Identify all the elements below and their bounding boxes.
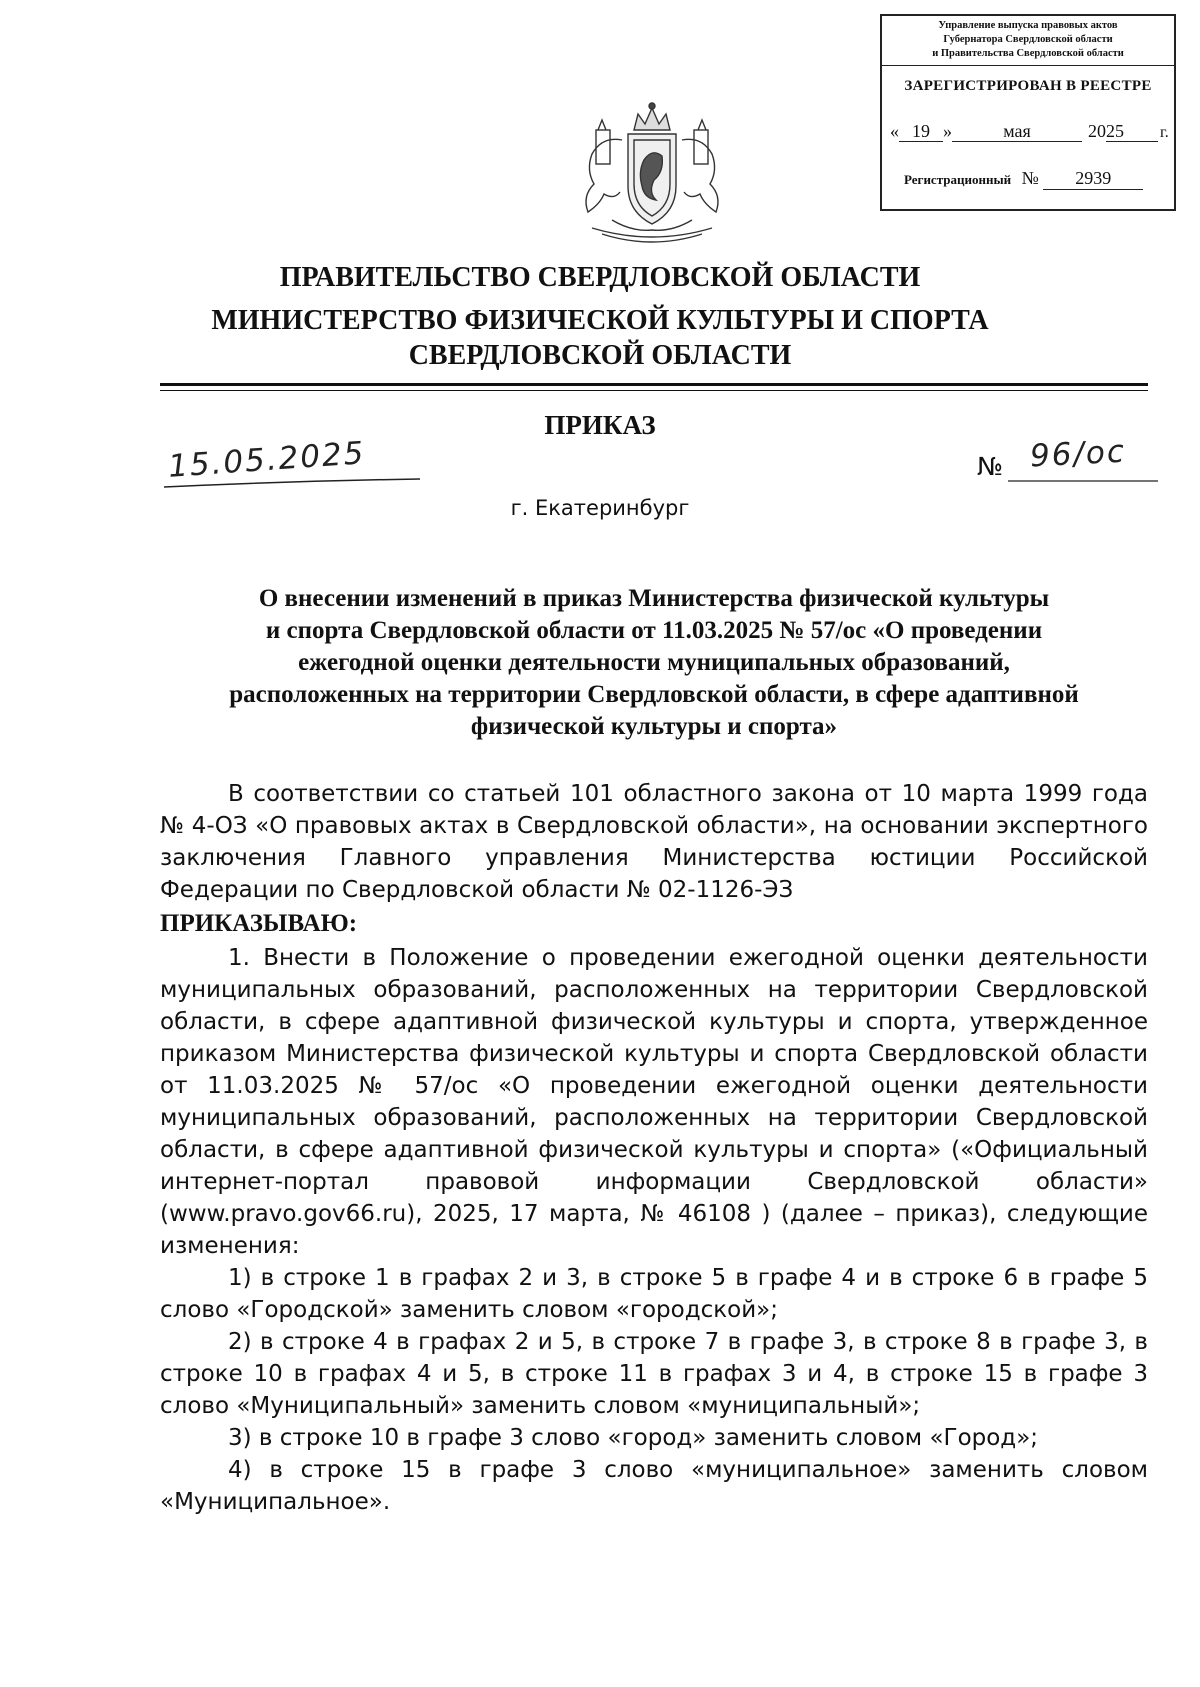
registration-number-sign: № bbox=[1021, 168, 1039, 188]
preamble-text: В соответствии со статьей 101 областного закона от 10 марта 1999 года № 4-ОЗ «О правовых актах в Свердловской области», на основании экспертного заключения Главного управления Министерства юстиции Российской Федерации по Свердловской области № 02-1126-ЭЗ bbox=[160, 781, 1148, 903]
registration-number-label: Регистрационный bbox=[904, 172, 1012, 187]
registration-date: « 19 » мая 2025 г. bbox=[890, 121, 1169, 141]
order-items bbox=[160, 942, 1148, 1518]
registration-day: 19 bbox=[899, 121, 943, 142]
handwritten-number: 96/ос bbox=[1029, 433, 1127, 475]
government-title: ПРАВИТЕЛЬСТВО СВЕРДЛОВСКОЙ ОБЛАСТИ bbox=[279, 262, 921, 293]
order-number-sign: № bbox=[977, 452, 1004, 481]
subject-line: ежегодной оценки деятельности муниципальных образований, bbox=[298, 649, 1010, 676]
header-rule-thin bbox=[160, 390, 1148, 391]
coat-of-arms-emblem bbox=[552, 100, 752, 250]
number-underline bbox=[1008, 478, 1158, 484]
order-subitem-3: 3) в строке 10 в графе 3 слово «город» заменить словом «Город»; bbox=[228, 1425, 1039, 1451]
handwritten-date: 15.05.2025 bbox=[166, 435, 367, 485]
order-subitem-4: 4) в строке 15 в графе 3 слово «муниципальное» заменить словом «Муниципальное». bbox=[160, 1457, 1148, 1515]
order-word: ПРИКАЗЫВАЮ: bbox=[160, 910, 358, 937]
order-subitem-2: 2) в строке 4 в графах 2 и 5, в строке 7 в графе 3, в строке 8 в графе 3, в строке 10 в графах 4 и 5, в строке 11 в графах 3 и 4, в строке 15 в графе 3 слово «Муниципальный» заменить словом «муниципальный»; bbox=[160, 1329, 1148, 1419]
registration-year-mark: г. bbox=[1160, 124, 1169, 141]
registration-title: ЗАРЕГИСТРИРОВАН В РЕЕСТРЕ bbox=[904, 78, 1152, 94]
document-type: ПРИКАЗ bbox=[544, 410, 656, 440]
registration-year-prefix: 20 bbox=[1088, 121, 1106, 141]
registration-header bbox=[882, 16, 1174, 66]
registration-header-line: и Правительства Свердловской области bbox=[932, 48, 1124, 59]
subject-line: и спорта Свердловской области от 11.03.2025 № 57/ос «О проведении bbox=[265, 617, 1043, 644]
preamble-block bbox=[160, 778, 1148, 906]
subject-line: О внесении изменений в приказ Министерства физической культуры bbox=[258, 585, 1050, 612]
registration-stamp bbox=[880, 14, 1176, 211]
document-subject bbox=[160, 583, 1148, 743]
registration-number: 2939 bbox=[1043, 168, 1143, 190]
header-rule-thick bbox=[160, 383, 1148, 386]
order-item-1: 1. Внести в Положение о проведении ежегодной оценки деятельности муниципальных образований, расположенных на территории Свердловской области, в сфере адаптивной физической культуры и спорта, утвержденное приказом Министерства физической культуры и спорта Свердловской области от 11.03.2025 № 57/ос «О проведении ежегодной оценки деятельности муниципальных образований, расположенных на территории Свердловской области, в сфере адаптивной физической культуры и спорта» («Официальный интернет-портал правовой информации Свердловской области» (www.pravo.gov66.ru), 2025, 17 марта, № 46108 ) (далее – приказ), следующие изменения: bbox=[160, 945, 1148, 1259]
registration-header-line: Губернатора Свердловской области bbox=[943, 34, 1113, 45]
registration-number-row bbox=[904, 168, 1143, 190]
city-name: г. Екатеринбург bbox=[510, 496, 690, 520]
ministry-title-line2: СВЕРДЛОВСКОЙ ОБЛАСТИ bbox=[408, 340, 792, 371]
registration-header-line: Управление выпуска правовых актов bbox=[938, 20, 1118, 31]
order-subitem-1: 1) в строке 1 в графах 2 и 3, в строке 5 в графе 4 и в строке 6 в графе 5 слово «Городской» заменить словом «городской»; bbox=[160, 1265, 1148, 1323]
subject-line: расположенных на территории Свердловской области, в сфере адаптивной bbox=[229, 681, 1079, 708]
ministry-title-line1: МИНИСТЕРСТВО ФИЗИЧЕСКОЙ КУЛЬТУРЫ И СПОРТА bbox=[211, 305, 989, 336]
registration-year-suffix: 25 bbox=[1106, 121, 1158, 142]
date-underline bbox=[162, 478, 422, 490]
subject-line: физической культуры и спорта» bbox=[470, 713, 838, 740]
registration-month: мая bbox=[952, 121, 1082, 142]
